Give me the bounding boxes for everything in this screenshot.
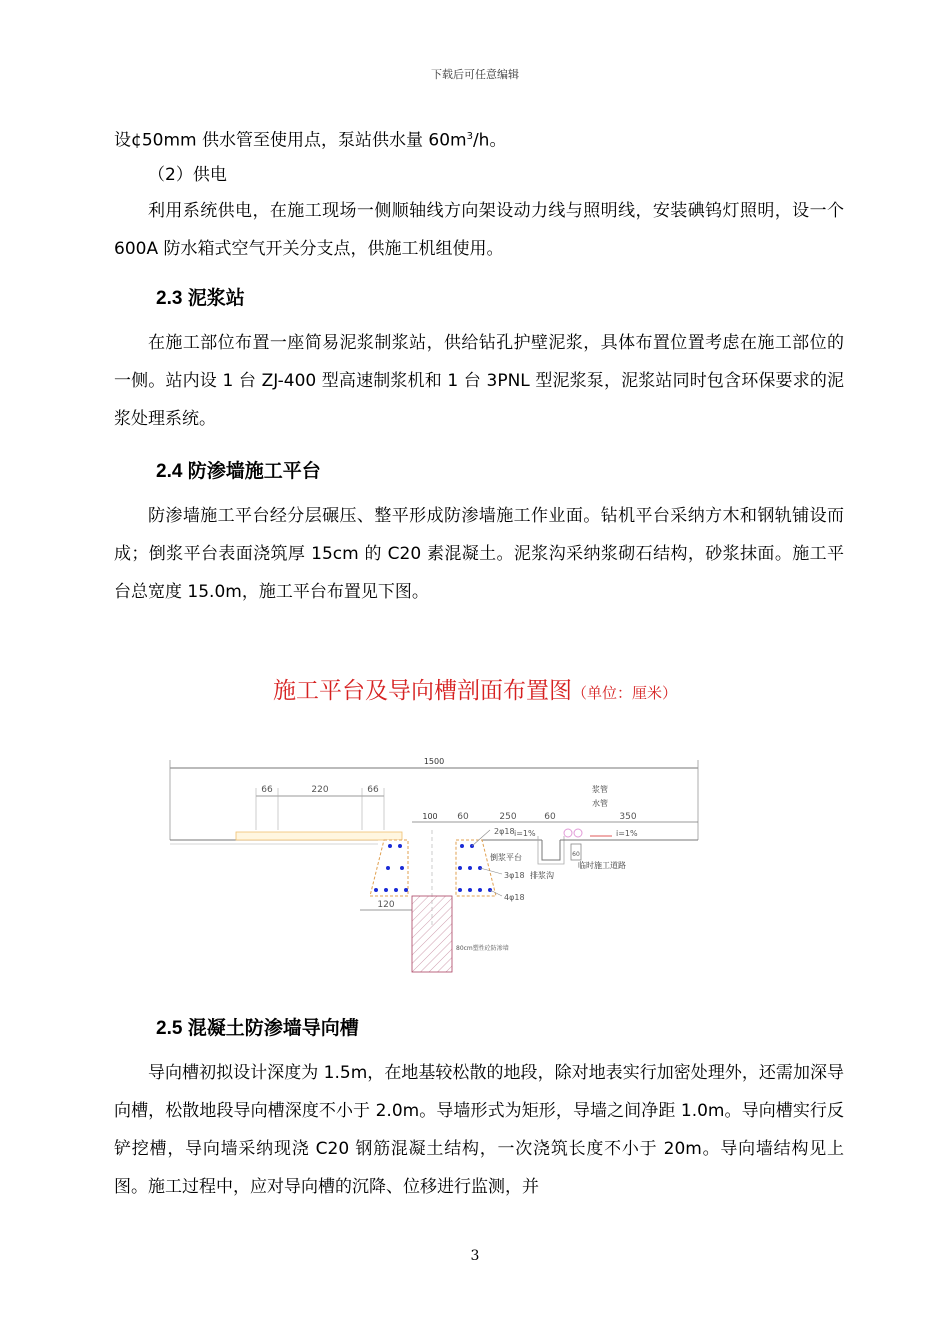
rebar-dot xyxy=(374,888,378,892)
label-cutoff-wall: 80cm塑性砼防渗墙 xyxy=(456,945,509,952)
drill-platform xyxy=(236,832,402,840)
dim-60b: 60 xyxy=(544,812,556,822)
dim-60a: 60 xyxy=(457,812,469,822)
dim-220: 220 xyxy=(311,785,329,795)
drain-ditch xyxy=(542,840,560,860)
dim-total-label: 1500 xyxy=(423,757,445,766)
rebar-dot xyxy=(460,844,464,848)
rebar-dot xyxy=(388,844,392,848)
figure-title xyxy=(0,672,950,705)
rebar-dot xyxy=(468,866,472,870)
cutoff-wall xyxy=(412,896,452,972)
rebar-label-1: 2φ18 xyxy=(494,827,515,836)
heading-guide-trench: 2.5 混凝土防渗墙导向槽 xyxy=(156,1018,359,1039)
rebar-dot xyxy=(386,866,390,870)
ditch-depth: 60 xyxy=(572,851,580,858)
slope-1: i=1% xyxy=(514,829,536,838)
label-pour-platform: 倒浆平台 xyxy=(490,853,522,862)
paragraph-mud-station: 在施工部位布置一座简易泥浆制浆站，供给钻孔护壁泥浆，具体布置位置考虑在施工部位的一侧。站内设 1 台 ZJ-400 型高速制浆机和 1 台 3PNL 型泥浆泵，泥浆站同时包含环保要求的泥浆处理系统。 xyxy=(114,333,844,429)
pipe-icon xyxy=(564,829,572,837)
rebar-dot xyxy=(458,866,462,870)
label-drain-ditch: 排浆沟 xyxy=(530,871,554,880)
text-run: 设¢50mm 供水管至使用点，泵站供水量 60m xyxy=(114,130,467,151)
rebar-dot xyxy=(478,888,482,892)
figure-title-text: 施工平台及导向槽剖面布置图 xyxy=(272,678,572,704)
rebar-dot xyxy=(404,888,408,892)
paragraph-platform: 防渗墙施工平台经分层碾压、整平形成防渗墙施工作业面。钻机平台采纳方木和钢轨铺设而成；倒浆平台表面浇筑厚 15cm 的 C20 素混凝土。泥浆沟采纳浆砌石结构，砂浆抹面。施工平台总宽度 15.0m，施工平台布置见下图。 xyxy=(114,506,844,602)
text-run: /h。 xyxy=(472,130,507,151)
paragraph-power: 利用系统供电，在施工现场一侧顺轴线方向架设动力线与照明线，安装碘钨灯照明，设一个 600A 防水箱式空气开关分支点，供施工机组使用。 xyxy=(114,201,844,259)
dim-120: 120 xyxy=(377,900,395,910)
dim-100: 100 xyxy=(422,812,438,821)
dim-66b: 66 xyxy=(367,785,379,795)
paragraph-guide-trench: 导向槽初拟设计深度为 1.5m，在地基较松散的地段，除对地表实行加密处理外，还需加深导向槽，松散地段导向槽深度不小于 2.0m。导墙形式为矩形，导墙之间净距 1.0m。导向槽实行反铲挖槽，导向墙采纳现浇 C20 钢筋混凝土结构，一次浇筑长度不小于 20m。导向墙结构见上图。施工过程中，应对导向槽的沉降、位移进行监测，并 xyxy=(114,1063,844,1197)
dim-66a: 66 xyxy=(261,785,273,795)
dim-250: 250 xyxy=(499,812,517,822)
rebar-dot xyxy=(398,844,402,848)
slope-2: i=1% xyxy=(616,829,638,838)
figure-unit: （单位：厘米） xyxy=(571,684,677,702)
paragraph-power-heading: （2）供电 xyxy=(148,165,227,185)
dim-350: 350 xyxy=(619,812,637,822)
superscript: 3 xyxy=(466,131,473,142)
rebar-dot xyxy=(400,866,404,870)
pipe-icon xyxy=(574,829,582,837)
label-slurry-pipe: 浆管 xyxy=(592,785,608,794)
label-temp-road: 临时施工道路 xyxy=(578,861,626,870)
page-number: 3 xyxy=(470,1248,480,1264)
rebar-dot xyxy=(394,888,398,892)
label-water-pipe: 水管 xyxy=(592,799,608,808)
rebar-label-2: 3φ18 xyxy=(504,871,525,880)
rebar-dot xyxy=(458,888,462,892)
heading-mud-station: 2.3 泥浆站 xyxy=(156,288,245,309)
rebar-dot xyxy=(468,888,472,892)
page-header: 下载后可任意编辑 xyxy=(431,68,519,81)
rebar-dot xyxy=(384,888,388,892)
heading-platform: 2.4 防渗墙施工平台 xyxy=(156,461,321,482)
rebar-label-3: 4φ18 xyxy=(504,893,525,902)
paragraph-water-supply xyxy=(114,118,844,160)
section-diagram xyxy=(150,750,710,980)
